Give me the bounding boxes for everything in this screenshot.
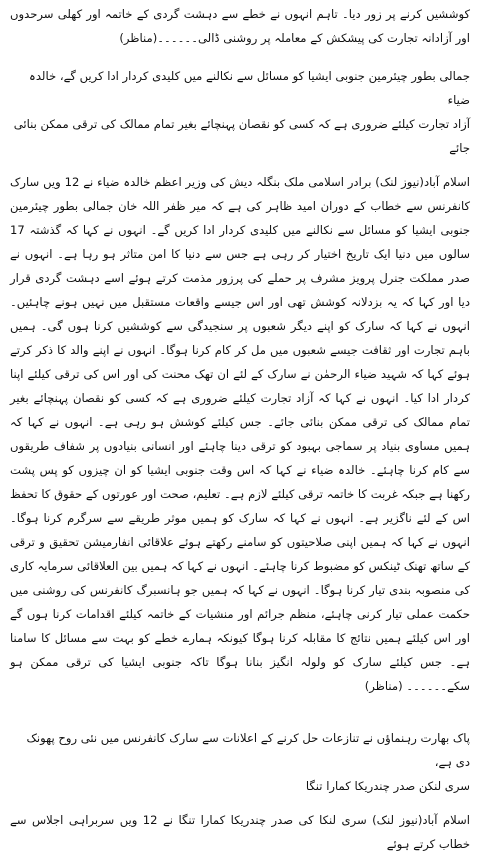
story3-body-start: اسلام آباد(نیوز لنک) سری لنکا کی صدر چندریکا کمارا تنگا نے 12 ویں سربراہی اجلاس سے خطاب کرتے ہوئے — [10, 813, 470, 851]
story2-headline-1: جمالی بطور چیئرمین جنوبی ایشیا کو مسائل سے نکالنے میں کلیدی کردار ادا کریں گے، خالدہ ضیاء — [29, 69, 470, 107]
story3-headline-1: پاک بھارت رہنماؤں نے تنازعات حل کرنے کے اعلانات سے سارک کانفرنس میں نئی روح پھونک دی ہے، — [26, 731, 470, 769]
spacer — [10, 160, 470, 170]
story2-body-paragraph — [10, 170, 470, 698]
story3-headline-2: سری لنکن صدر چندریکا کمارا تنگا — [305, 779, 470, 793]
spacer — [10, 50, 470, 64]
spacer — [10, 798, 470, 808]
story2-body-text: اسلام آباد(نیوز لنک) برادر اسلامی ملک بنگلہ دیش کی وزیر اعظم خالدہ ضیاء نے 12 ویں سارک کانفرنس سے خطاب کے دوران امید ظاہر کی ہے کہ میر ظفر اللہ خان جمالی بطور چیئرمین جنوبی ایشیا کو مسائل سے نکالنے میں کلیدی کردار ادا کریں گے۔ انہوں نے کہا کہ گذشتہ 17 سالوں میں دنیا ایک تاریخ اختیار کر رہی ہے جس سے دنیا کا امن متاثر ہو رہا ہے۔ انہوں نے صدر مملکت جنرل پرویز مشرف پر حملے کی پرزور مذمت کرتے ہوئے اسے دہشت گردی قرار دیا اور کہا کہ یہ بزدلانہ کوشش تھی اور اس جیسے واقعات مستقبل میں نہیں ہونے چاہئیں۔ انہوں نے کہا کہ سارک کو اپنے دیگر شعبوں پر سنجیدگی سے کوششیں کرنا ہوں گی۔ ہمیں باہم تجارت اور ثقافت جیسے شعبوں میں مل کر کام کرنا ہوگا۔ انہوں نے اپنے والد کا ذکر کرتے ہوئے کہا کہ شہید ضیاء الرحمٰن نے سارک کے لئے ان تھک محنت کی اور اس کی ترقی کیلئے اپنا کردار ادا کیا۔ انہوں نے کہا کہ آزاد تجارت کیلئے ضروری ہے کہ کسی کو نقصان پہنچائے بغیر تمام ممالک کی ترقی ممکن بنائی جائے۔ جس کیلئے کوشش ہو رہی ہے۔ انہوں نے کہا کہ ہمیں مساوی بنیاد پر سماجی بہبود کو ترقی دینا چاہئے اور انسانی بنیادوں پر شفاف طریقوں سے کام کرنا چاہئے۔ خالدہ ضیاء نے کہا کہ اس وقت جنوبی ایشیا کو ان چیزوں کو پس پشت رکھنا ہے جبکہ غربت کا خاتمہ ترقی کیلئے لازم ہے۔ تعلیم، صحت اور عورتوں کے حقوق کا تحفظ اس کے لئے ناگزیر ہے۔ انہوں نے کہا کہ سارک کو ہمیں موثر طریقے سے سرگرم کرنا ہوگا۔ انہوں نے کہا کہ ہمیں اپنی صلاحیتوں کو سامنے رکھتے ہوئے علاقائی انفارمیشن تحقیق و ترقی کے ساتھ تھنک ٹینکس کو مضبوط کرنا چاہئے۔ انہوں نے کہا کہ ہمیں بین العلاقائی سرمایہ کاری کی منصوبہ بندی تیار کرنا ہوگا۔ انہوں نے کہا کہ ہمیں جو ہانسبرگ کانفرنس کی روشنی میں حکمت عملی تیار کرنی چاہئے، منظم جرائم اور منشیات کے خاتمہ کیلئے اقدامات کرنا ہوں گے اور اس کیلئے ہمیں نتائج کا مقابلہ کرنا ہوگا کیونکہ ہمارے خطے کو بہت سے مسائل کا سامنا ہے۔ جس کیلئے سارک کو ولولہ انگیز بنانا ہوگا تاکہ جنوبی ایشیا کی ترقی ممکن ہو سکے۔۔۔۔۔۔ — [10, 175, 470, 693]
story2-headline-2: آزاد تجارت کیلئے ضروری ہے کہ کسی کو نقصان پہنچائے بغیر تمام ممالک کی ترقی ممکن بنائی جائے — [13, 117, 470, 155]
story2-credit: (مناظر) — [364, 679, 403, 693]
story1-tail-paragraph: کوششیں کرنے پر زور دیا۔ تاہم انہوں نے خطے سے دہشت گردی کے خاتمہ اور کھلی سرحدوں اور آزادانہ تجارت کی پیشکش کے معاملہ پر روشنی ڈالی۔۔۔۔۔۔(مناظر) — [10, 7, 470, 45]
spacer — [10, 698, 470, 726]
